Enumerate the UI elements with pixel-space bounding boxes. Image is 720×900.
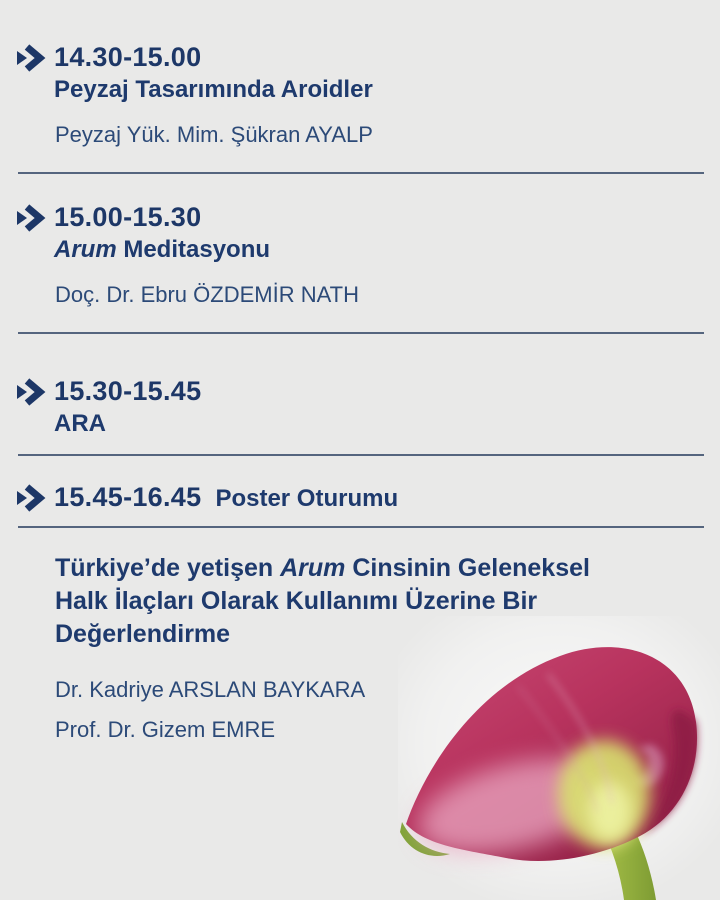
- poster-title-italic: Arum: [280, 554, 346, 582]
- session-title-rest: Meditasyonu: [123, 236, 271, 263]
- poster-speaker: Prof. Dr. Gizem EMRE: [55, 717, 276, 742]
- divider: [18, 454, 704, 456]
- schedule-item-2: [16, 202, 720, 334]
- poster-speaker: Dr. Kadriye ARSLAN BAYKARA: [55, 677, 366, 702]
- session-title-italic: Arum: [54, 236, 117, 263]
- double-chevron-icon: [16, 204, 46, 232]
- double-chevron-icon: [16, 484, 46, 512]
- poster-title-part1: Türkiye’de yetişen: [55, 554, 274, 582]
- session-time: 15.00-15.30: [54, 202, 202, 232]
- poster-session-block: [16, 552, 720, 743]
- schedule-item-3: [16, 376, 720, 456]
- session-time: 15.30-15.45: [54, 376, 202, 406]
- double-chevron-icon: [16, 44, 46, 72]
- schedule-item-1: [16, 42, 720, 174]
- session-speaker: Doç. Dr. Ebru ÖZDEMİR NATH: [55, 282, 359, 307]
- double-chevron-icon: [16, 378, 46, 406]
- session-title: [54, 236, 270, 264]
- session-title: ARA: [54, 410, 106, 437]
- session-time: 15.45-16.45: [54, 482, 202, 512]
- divider: [18, 332, 704, 334]
- schedule-item-4: [16, 482, 720, 528]
- session-time: 14.30-15.00: [54, 42, 202, 72]
- divider: [18, 172, 704, 174]
- session-title: Peyzaj Tasarımında Aroidler: [54, 76, 373, 103]
- poster-title-part2: Cinsinin Geleneksel Halk İlaçları Olarak Kullanımı Üzerine Bir Değerlendirme: [55, 554, 590, 648]
- session-speaker: Peyzaj Yük. Mim. Şükran AYALP: [55, 122, 373, 147]
- divider: [18, 526, 704, 528]
- poster-title: [55, 552, 620, 651]
- session-title: Poster Oturumu: [215, 485, 399, 512]
